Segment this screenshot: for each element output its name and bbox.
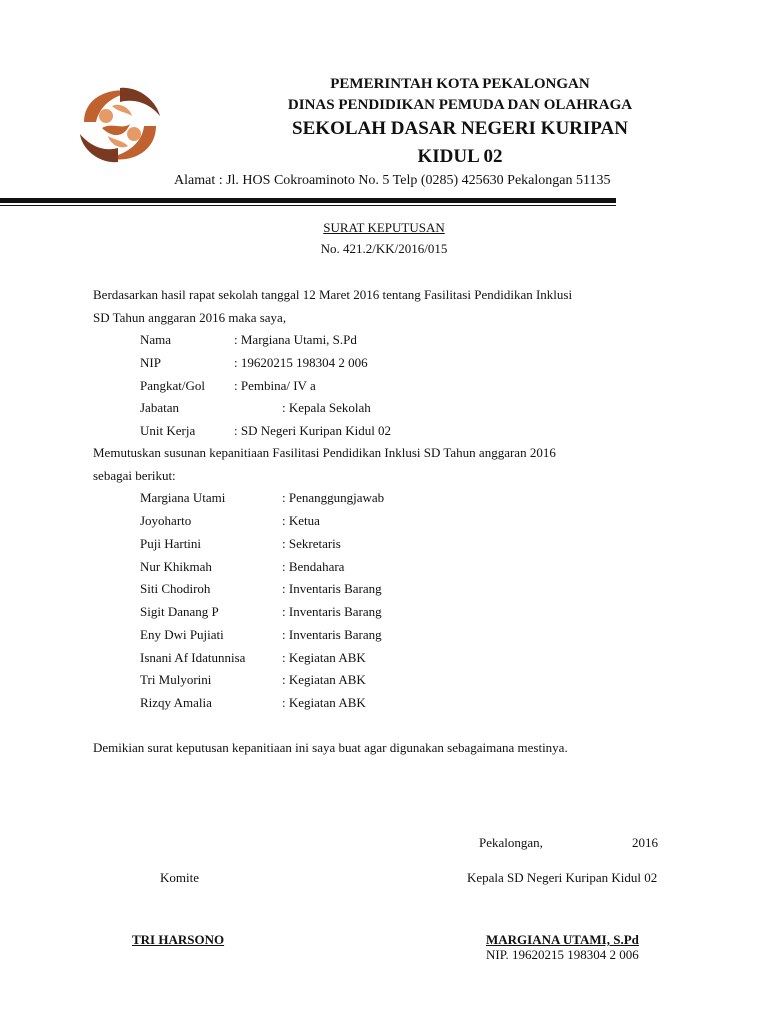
committee-role: : Inventaris Barang: [282, 627, 382, 642]
header-department: DINAS PENDIDIKAN PEMUDA DAN OLAHRAGA: [287, 97, 633, 113]
committee-name: Eny Dwi Pujiati: [140, 627, 224, 642]
committee-name: Margiana Utami: [140, 490, 226, 505]
committee-role: : Bendahara: [282, 559, 345, 574]
committee-name: Rizqy Amalia: [140, 695, 212, 710]
signature-place: Pekalongan,: [479, 835, 543, 850]
committee-role: : Kegiatan ABK: [282, 672, 366, 687]
committee-role: : Inventaris Barang: [282, 604, 382, 619]
signature-right-nip: NIP. 19620215 198304 2 006: [486, 947, 639, 962]
committee-name: Isnani Af Idatunnisa: [140, 650, 246, 665]
committee-role: : Inventaris Barang: [282, 581, 382, 596]
decision-line-1: Memutuskan susunan kepanitiaan Fasilitasi Pendidikan Inklusi SD Tahun anggaran 2016: [93, 445, 556, 460]
identity-label: Pangkat/Gol: [140, 378, 205, 393]
school-emblem-icon: [72, 82, 168, 170]
committee-name: Nur Khikmah: [140, 559, 212, 574]
committee-name: Sigit Danang P: [140, 604, 219, 619]
identity-value: : 19620215 198304 2 006: [234, 355, 368, 370]
identity-label: Nama: [140, 332, 172, 347]
identity-value: : Pembina/ IV a: [234, 378, 316, 393]
identity-label: NIP: [140, 355, 161, 370]
signature-right-name: MARGIANA UTAMI, S.Pd: [486, 932, 639, 947]
header-school-name-2: KIDUL 02: [417, 146, 503, 167]
committee-role: : Penanggungjawab: [282, 490, 385, 505]
signature-year: 2016: [632, 835, 658, 850]
identity-value: : Kepala Sekolah: [282, 400, 371, 415]
committee-role: : Sekretaris: [282, 536, 341, 551]
header-divider-thick: [0, 198, 616, 203]
decision-line-2: sebagai berikut:: [93, 467, 176, 483]
intro-line-2: SD Tahun anggaran 2016 maka saya,: [93, 309, 287, 325]
committee-name: Joyoharto: [140, 513, 192, 528]
intro-paragraph: [93, 284, 673, 329]
committee-role: : Kegiatan ABK: [282, 650, 366, 665]
signature-left-name: TRI HARSONO: [132, 932, 225, 947]
identity-value: : SD Negeri Kuripan Kidul 02: [234, 423, 392, 438]
committee-name: Siti Chodiroh: [140, 581, 211, 596]
header-school-name: SEKOLAH DASAR NEGERI KURIPAN: [292, 118, 628, 139]
identity-label: Unit Kerja: [140, 423, 196, 438]
intro-line-1: Berdasarkan hasil rapat sekolah tanggal 12 Maret 2016 tentang Fasilitasi Pendidikan Inklusi: [93, 287, 573, 302]
committee-role: : Ketua: [282, 513, 320, 528]
decision-paragraph: [93, 442, 673, 487]
header-government: PEMERINTAH KOTA PEKALONGAN: [330, 76, 590, 92]
committee-name: Tri Mulyorini: [140, 672, 212, 687]
letter-title: SURAT KEPUTUSAN: [323, 220, 445, 235]
identity-label: Jabatan: [140, 400, 179, 415]
closing-paragraph: Demikian surat keputusan kepanitiaan ini saya buat agar digunakan sebagaimana mestinya.: [93, 740, 568, 755]
identity-value: : Margiana Utami, S.Pd: [234, 332, 357, 347]
letter-number: No. 421.2/KK/2016/015: [320, 241, 448, 256]
header-divider-thin: [0, 205, 616, 206]
header-address: Alamat : Jl. HOS Cokroaminoto No. 5 Telp (0285) 425630 Pekalongan 51135: [174, 173, 611, 188]
committee-name: Puji Hartini: [140, 536, 202, 551]
signature-left-title: Komite: [160, 870, 199, 885]
committee-role: : Kegiatan ABK: [282, 695, 366, 710]
signature-right-title: Kepala SD Negeri Kuripan Kidul 02: [467, 870, 658, 885]
